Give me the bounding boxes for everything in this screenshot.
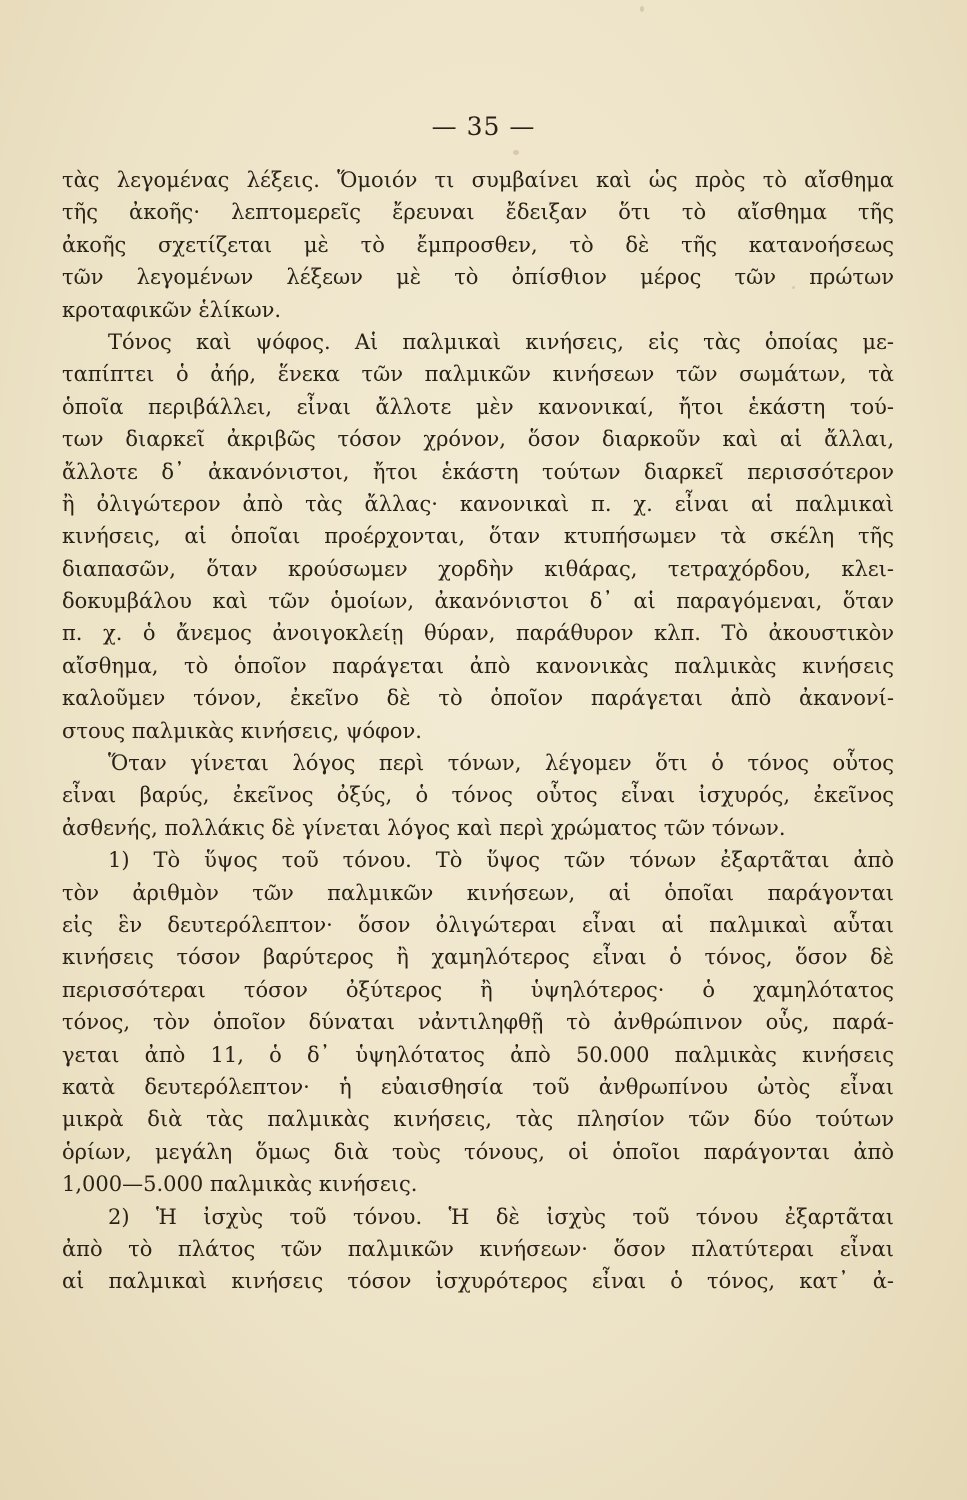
text-line: ἢ ὀλιγώτερον ἀπὸ τὰς ἄλλας· κανονικαὶ π. χ. εἶναι αἱ παλμικαὶ	[62, 491, 894, 516]
text-line: στους παλμικὰς κινήσεις, ψόφον.	[62, 718, 422, 743]
text-line: ἀπὸ τὸ πλάτος τῶν παλμικῶν κινήσεων· ὅσον πλατύτεραι εἶναι	[62, 1236, 894, 1261]
text-line: τῆς ἀκοῆς· λεπτομερεῖς ἔρευναι ἔδειξαν ὅτι τὸ αἴσθημα τῆς	[62, 200, 894, 225]
section-heading-line: Τόνος καὶ ψόφος. Αἱ παλμικαὶ κινήσεις, εἰς τὰς ὁποίας με-	[108, 329, 894, 354]
section-heading-line: 1) Τὸ ὕψος τοῦ τόνου. Τὸ ὕψος τῶν τόνων ἐξαρτᾶται ἀπὸ	[108, 848, 894, 873]
text-line: τῶν λεγομένων λέξεων μὲ τὸ ὀπίσθιον μέρος τῶν πρώτων	[62, 265, 894, 290]
text-line: τὰς λεγομένας λέξεις. Ὅμοιόν τι συμβαίνει καὶ ὡς πρὸς τὸ αἴσθημα	[62, 168, 894, 192]
text-line: αἱ παλμικαὶ κινήσεις τόσον ἰσχυρότερος εἶναι ὁ τόνος, κατ᾽ ἀ-	[62, 1269, 894, 1294]
section-heading-line: 2) Ἡ ἰσχὺς τοῦ τόνου. Ἡ δὲ ἰσχὺς τοῦ τόνου ἐξαρτᾶται	[108, 1204, 894, 1229]
text-line: ταπίπτει ὁ ἀήρ, ἕνεκα τῶν παλμικῶν κινήσεων τῶν σωμάτων, τὰ	[62, 362, 894, 387]
text-line: π. χ. ὁ ἄνεμος ἀνοιγοκλείῃ θύραν, παράθυρον κλπ. Τὸ ἀκουστικὸν	[62, 621, 894, 646]
paper-speck	[513, 150, 519, 155]
text-line: τόνος, τὸν ὁποῖον δύναται νἀντιληφθῇ τὸ ἀνθρώπινον οὖς, παρά-	[62, 1010, 894, 1035]
text-line: μικρὰ διὰ τὰς παλμικὰς κινήσεις, τὰς πλησίον τῶν δύο τούτων	[62, 1107, 894, 1132]
text-line: κατὰ δευτερόλεπτον· ἡ εὐαισθησία τοῦ ἀνθρωπίνου ὠτὸς εἶναι	[62, 1074, 894, 1099]
text-line: περισσότεραι τόσον ὀξύτερος ἢ ὑψηλότερος· ὁ χαμηλότατος	[62, 977, 894, 1002]
text-line: δοκυμβάλου καὶ τῶν ὁμοίων, ἀκανόνιστοι δ᾽ αἱ παραγόμεναι, ὅταν	[62, 589, 894, 614]
text-line: τὸν ἀριθμὸν τῶν παλμικῶν κινήσεων, αἱ ὁποῖαι παράγονται	[62, 880, 894, 905]
text-line: γεται ἀπὸ 11, ὁ δ᾽ ὑψηλότατος ἀπὸ 50.000 παλμικὰς κινήσεις	[62, 1042, 894, 1067]
paper-speck	[640, 6, 644, 12]
text-line: ἀκοῆς σχετίζεται μὲ τὸ ἔμπροσθεν, τὸ δὲ τῆς κατανοήσεως	[62, 232, 894, 257]
text-line: εἶναι βαρύς, ἐκεῖνος ὀξύς, ὁ τόνος οὗτος εἶναι ἰσχυρός, ἐκεῖνος	[62, 783, 894, 808]
page-number: — 35 —	[431, 112, 536, 141]
text-line: 1,000—5.000 παλμικὰς κινήσεις.	[62, 1172, 418, 1197]
text-line: των διαρκεῖ ἀκριβῶς τόσον χρόνον, ὅσον διαρκοῦν καὶ αἱ ἄλλαι,	[62, 427, 894, 452]
text-line: αἴσθημα, τὸ ὁποῖον παράγεται ἀπὸ κανονικὰς παλμικὰς κινήσεις	[62, 653, 894, 678]
text-line: ὁποῖα περιβάλλει, εἶναι ἄλλοτε μὲν κανονικαί, ἤτοι ἑκάστη τού-	[62, 394, 894, 419]
text-line: ὁρίων, μεγάλη ὅμως διὰ τοὺς τόνους, οἱ ὁποῖοι παράγονται ἀπὸ	[62, 1139, 894, 1164]
text-line: διαπασῶν, ὅταν κρούσωμεν χορδὴν κιθάρας, τετραχόρδου, κλει-	[62, 556, 894, 581]
text-line: ἄλλοτε δ᾽ ἀκανόνιστοι, ἤτοι ἑκάστη τούτων διαρκεῖ περισσότερον	[62, 459, 894, 484]
text-line: Ὅταν γίνεται λόγος περὶ τόνων, λέγομεν ὅτι ὁ τόνος οὗτος	[108, 751, 894, 776]
text-line: κινήσεις τόσον βαρύτερος ἢ χαμηλότερος εἶναι ὁ τόνος, ὅσον δὲ	[62, 945, 894, 970]
body-text	[62, 164, 894, 1298]
text-line: κροταφικῶν ἑλίκων.	[62, 297, 282, 322]
text-line: εἰς ἓν δευτερόλεπτον· ὅσον ὀλιγώτεραι εἶναι αἱ παλμικαὶ αὗται	[62, 912, 894, 937]
text-line: ἀσθενής, πολλάκις δὲ γίνεται λόγος καὶ περὶ χρώματος τῶν τόνων.	[62, 815, 786, 840]
text-line: καλοῦμεν τόνον, ἐκεῖνο δὲ τὸ ὁποῖον παράγεται ἀπὸ ἀκανονί-	[62, 686, 894, 711]
text-line: κινήσεις, αἱ ὁποῖαι προέρχονται, ὅταν κτυπήσωμεν τὰ σκέλη τῆς	[62, 524, 894, 549]
